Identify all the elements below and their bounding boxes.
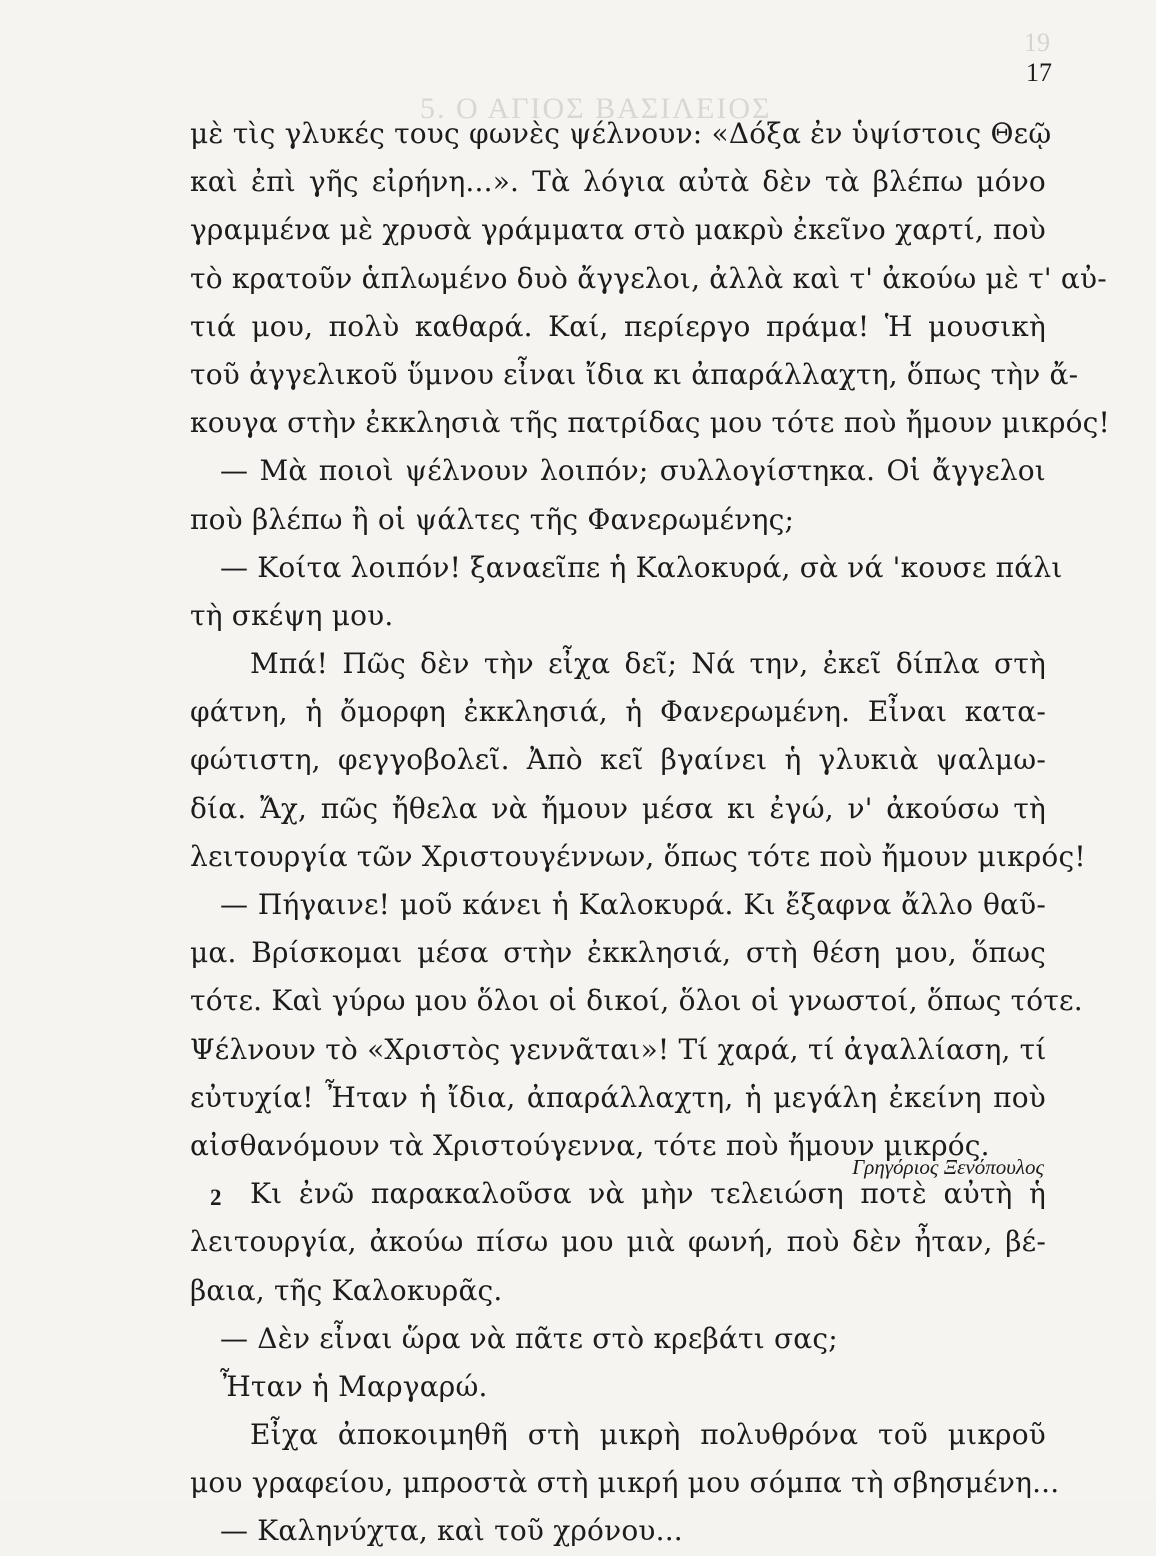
text-line: μου γραφείου, μπροστὰ στὴ μικρή μου σόμπα τὴ σβησμένη... xyxy=(190,1466,1060,1500)
text-line: γραμμένα μὲ χρυσὰ γράμματα στὸ μακρὺ ἐκεῖνο χαρτί, ποὺ xyxy=(190,213,1046,247)
bleed-through-page-number: 19 xyxy=(1024,28,1050,57)
text-line: δία. Ἄχ, πῶς ἤθελα νὰ ἤμουν μέσα κι ἐγώ, ν' ἀκούσω τὴ xyxy=(190,791,1046,825)
text-line: αἰσθανόμουν τὰ Χριστούγεννα, τότε ποὺ ἤμουν μικρός. xyxy=(190,1128,990,1162)
text-line: εὐτυχία! Ἦταν ἡ ἴδια, ἀπαράλλαχτη, ἡ μεγάλη ἐκείνη ποὺ xyxy=(190,1080,1046,1114)
text-line: τότε. Καὶ γύρω μου ὅλοι οἱ δικοί, ὅλοι οἱ γνωστοί, ὅπως τότε. xyxy=(190,984,1083,1018)
text-line: καὶ ἐπὶ γῆς εἰρήνη...». Τὰ λόγια αὐτὰ δὲν τὰ βλέπω μόνο xyxy=(190,165,1046,199)
page-number: 17 xyxy=(1026,58,1052,87)
text-line: τὸ κρατοῦν ἁπλωμένο δυὸ ἄγγελοι, ἀλλὰ καὶ τ' ἀκούω μὲ τ' αὐ- xyxy=(190,261,1107,295)
text-line: λειτουργία, ἀκούω πίσω μου μιὰ φωνή, ποὺ δὲν ἦταν, βέ- xyxy=(190,1225,1046,1259)
text-line: φώτιστη, φεγγοβολεῖ. Ἀπὸ κεῖ βγαίνει ἡ γλυκιὰ ψαλμω- xyxy=(190,743,1046,777)
text-line: Κι ἐνῶ παρακαλοῦσα νὰ μὴν τελειώση ποτὲ αὐτὴ ἡ xyxy=(250,1177,1046,1211)
text-line: Ψέλνουν τὸ «Χριστὸς γεννᾶται»! Τί χαρά, τί ἀγαλλίαση, τί xyxy=(190,1032,1047,1066)
text-line: — Δὲν εἶναι ὥρα νὰ πᾶτε στὸ κρεβάτι σας; xyxy=(220,1321,838,1355)
text-line: — Πήγαινε! μοῦ κάνει ἡ Καλοκυρά. Κι ἔξαφνα ἄλλο θαῦ- xyxy=(220,888,1046,921)
text-line: τοῦ ἀγγελικοῦ ὕμνου εἶναι ἴδια κι ἀπαράλλαχτη, ὅπως τὴν ἄ- xyxy=(190,357,1079,391)
body-text xyxy=(190,110,1111,1556)
text-line: Ἦταν ἡ Μαργαρώ. xyxy=(220,1369,488,1403)
text-line: μα. Βρίσκομαι μέσα στὴν ἐκκλησιά, στὴ θέση μου, ὅπως xyxy=(190,936,1046,970)
text-line: βαια, τῆς Καλοκυρᾶς. xyxy=(190,1273,503,1307)
signature-mark: 2 xyxy=(210,1185,222,1210)
text-line: — Κοίτα λοιπόν! ξαναεῖπε ἡ Καλοκυρά, σὰ νά 'κουσε πάλι xyxy=(220,550,1063,584)
text-line: — Μὰ ποιοὶ ψέλνουν λοιπόν; συλλογίστηκα. Οἱ ἄγγελοι xyxy=(220,454,1046,488)
bleed-through-title: 5. Ο ΑΓΙΟΣ ΒΑΣΙΛΕΙΟΣ xyxy=(420,92,772,125)
text-line: τὴ σκέψη μου. xyxy=(190,598,394,632)
text-line: λειτουργία τῶν Χριστουγέννων, ὅπως τότε ποὺ ἤμουν μικρός! xyxy=(190,839,1086,873)
text-line: Μπά! Πῶς δὲν τὴν εἶχα δεῖ; Νά την, ἐκεῖ δίπλα στὴ xyxy=(250,647,1046,681)
author-signature: Γρηγόριος Ξενόπουλος xyxy=(852,1155,1044,1179)
text-line: Εἶχα ἀποκοιμηθῆ στὴ μικρὴ πολυθρόνα τοῦ μικροῦ xyxy=(250,1418,1046,1452)
text-line: κουγα στὴν ἐκκλησιὰ τῆς πατρίδας μου τότε ποὺ ἤμουν μικρός! xyxy=(190,406,1111,440)
text-line: — Καληνύχτα, καὶ τοῦ χρόνου... xyxy=(220,1514,683,1548)
text-line: τιά μου, πολὺ καθαρά. Καί, περίεργο πράμα! Ἡ μουσικὴ xyxy=(190,309,1046,343)
text-line: μὲ τὶς γλυκές τους φωνὲς ψέλνουν: «Δόξα ἐν ὑψίστοις Θεῷ xyxy=(190,117,1052,150)
text-line: φάτνη, ἡ ὄμορφη ἐκκλησιά, ἡ Φανερωμένη. Εἶναι κατα- xyxy=(190,695,1046,729)
text-line: ποὺ βλέπω ἢ οἱ ψάλτες τῆς Φανερωμένης; xyxy=(190,502,795,536)
